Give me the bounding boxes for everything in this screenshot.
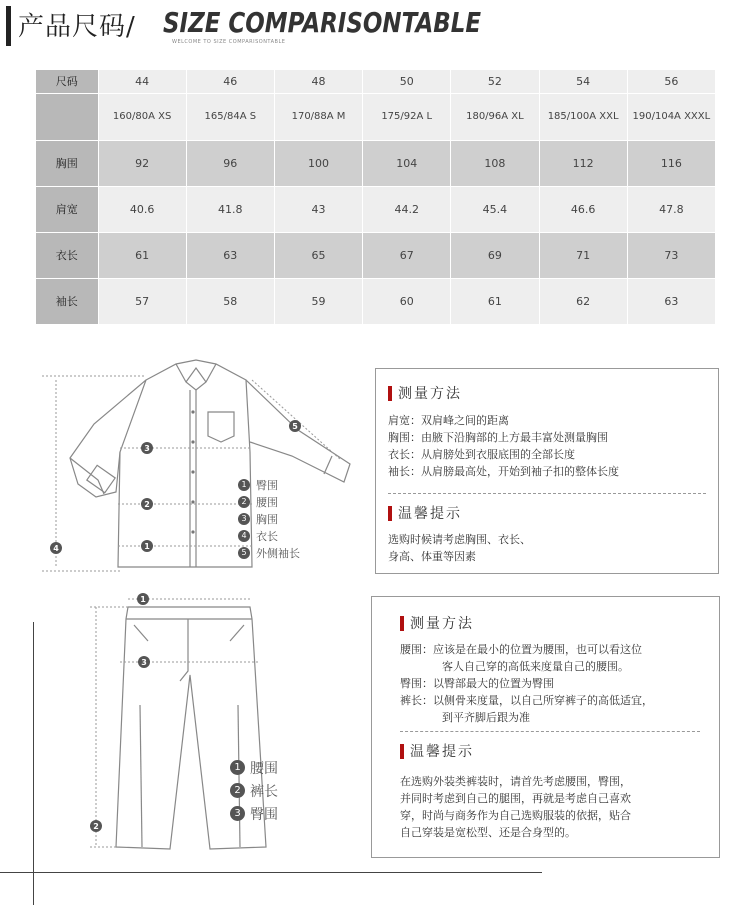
title-accent xyxy=(400,616,404,631)
legend-item xyxy=(238,493,300,510)
table-cell: 56 xyxy=(627,70,715,93)
table-cell: 112 xyxy=(539,140,627,186)
legend-label: 衣长 xyxy=(256,529,278,543)
legend-item xyxy=(230,802,278,825)
table-cell: 47.8 xyxy=(627,186,715,232)
legend-number: 1 xyxy=(230,760,245,775)
pants-marker-2 xyxy=(90,820,102,832)
svg-text:3: 3 xyxy=(141,658,147,667)
table-cell: 62 xyxy=(539,278,627,324)
table-row-size xyxy=(36,70,716,93)
measure-title-text: 测量方法 xyxy=(398,386,462,402)
table-cell: 170/88A M xyxy=(274,93,362,140)
row-header-size: 尺码 xyxy=(36,70,98,93)
legend-item xyxy=(230,779,278,802)
shirt-legend xyxy=(238,476,300,561)
tips-line: 穿，时尚与商务作为自己选购服装的依据，贴合 xyxy=(400,809,631,822)
table-row-model xyxy=(36,93,716,140)
table-cell: 190/104A XXXL xyxy=(627,93,715,140)
table-cell: 60 xyxy=(363,278,451,324)
divider xyxy=(388,493,706,494)
page-subtitle: WELCOME TO SIZE COMPARISONTABLE xyxy=(172,39,286,45)
table-cell: 92 xyxy=(98,140,186,186)
table-cell: 57 xyxy=(98,278,186,324)
table-cell: 45.4 xyxy=(451,186,539,232)
table-cell: 41.8 xyxy=(186,186,274,232)
shirt-info-box xyxy=(375,368,719,574)
table-cell: 71 xyxy=(539,232,627,278)
legend-number: 1 xyxy=(238,479,250,491)
measure-title-text: 测量方法 xyxy=(410,616,474,632)
measure-title xyxy=(400,613,474,633)
measure-line: 衣长：从肩膀处到衣服底围的全部长度 xyxy=(388,448,575,461)
tips-title-text: 温馨提示 xyxy=(410,744,474,760)
pants-drawing xyxy=(30,585,360,905)
shirt-marker-5 xyxy=(289,420,301,432)
table-row-chest xyxy=(36,140,716,186)
decorative-horizontal-rule xyxy=(0,872,542,873)
size-table xyxy=(36,70,716,325)
shirt-marker-3 xyxy=(141,442,153,454)
table-cell: 160/80A XS xyxy=(98,93,186,140)
table-cell: 104 xyxy=(363,140,451,186)
title-accent xyxy=(400,744,404,759)
table-cell: 46 xyxy=(186,70,274,93)
pants-diagram xyxy=(30,585,360,905)
shirt-marker-1 xyxy=(141,540,153,552)
legend-number: 3 xyxy=(238,513,250,525)
table-cell: 61 xyxy=(451,278,539,324)
measure-line: 裤长：以侧骨来度量，以自己所穿裤子的高低适宜， xyxy=(400,694,653,707)
table-cell: 43 xyxy=(274,186,362,232)
measure-line: 客人自己穿的高低来度量自己的腰围。 xyxy=(442,660,629,673)
row-header-chest: 胸围 xyxy=(36,140,98,186)
table-cell: 59 xyxy=(274,278,362,324)
pants-info-box xyxy=(371,596,720,858)
legend-label: 臀围 xyxy=(256,478,278,492)
table-cell: 46.6 xyxy=(539,186,627,232)
tips-title xyxy=(400,741,474,761)
measure-line: 袖长：从肩膀最高处，开始到袖子扣的整体长度 xyxy=(388,465,619,478)
page-title-en: SIZE COMPARISONTABLE xyxy=(163,6,482,39)
legend-number: 4 xyxy=(238,530,250,542)
legend-item xyxy=(238,544,300,561)
svg-text:1: 1 xyxy=(140,595,146,604)
legend-label: 裤长 xyxy=(250,783,278,800)
table-cell: 175/92A L xyxy=(363,93,451,140)
tips-title xyxy=(388,503,462,523)
table-cell: 165/84A S xyxy=(186,93,274,140)
svg-text:3: 3 xyxy=(144,444,150,453)
table-cell: 52 xyxy=(451,70,539,93)
table-cell: 48 xyxy=(274,70,362,93)
row-header-length: 衣长 xyxy=(36,232,98,278)
table-cell: 69 xyxy=(451,232,539,278)
table-row-shoulder xyxy=(36,186,716,232)
table-cell: 63 xyxy=(186,232,274,278)
svg-text:5: 5 xyxy=(292,422,298,431)
measure-line: 臀围：以臀部最大的位置为臀围 xyxy=(400,677,554,690)
pants-legend xyxy=(230,756,278,825)
table-cell: 54 xyxy=(539,70,627,93)
legend-number: 2 xyxy=(230,783,245,798)
shirt-marker-2 xyxy=(141,498,153,510)
pants-marker-1 xyxy=(137,593,149,605)
decorative-vertical-rule xyxy=(33,622,34,905)
shirt-diagram xyxy=(36,352,366,582)
tips-line: 自己穿装是宽松型、还是合身型的。 xyxy=(400,826,576,839)
divider xyxy=(400,731,700,732)
header-accent-bar xyxy=(6,6,11,46)
tips-line: 在选购外装类裤装时，请首先考虑腰围，臀围， xyxy=(400,775,631,788)
legend-item xyxy=(238,476,300,493)
table-cell: 185/100A XXL xyxy=(539,93,627,140)
table-cell: 73 xyxy=(627,232,715,278)
svg-text:1: 1 xyxy=(144,542,150,551)
svg-text:2: 2 xyxy=(93,822,99,831)
row-header-shoulder: 肩宽 xyxy=(36,186,98,232)
table-row-sleeve xyxy=(36,278,716,324)
title-accent xyxy=(388,386,392,401)
table-cell: 96 xyxy=(186,140,274,186)
row-header-model xyxy=(36,93,98,140)
table-cell: 180/96A XL xyxy=(451,93,539,140)
table-cell: 100 xyxy=(274,140,362,186)
table-cell: 116 xyxy=(627,140,715,186)
table-cell: 61 xyxy=(98,232,186,278)
measure-line: 腰围：应该是在最小的位置为腰围，也可以看这位 xyxy=(400,643,642,656)
table-cell: 50 xyxy=(363,70,451,93)
title-accent xyxy=(388,506,392,521)
measure-line: 肩宽：双肩峰之间的距离 xyxy=(388,414,509,427)
measure-line: 到平齐脚后跟为准 xyxy=(442,711,530,724)
table-cell: 40.6 xyxy=(98,186,186,232)
legend-item xyxy=(238,527,300,544)
table-cell: 44 xyxy=(98,70,186,93)
tips-title-text: 温馨提示 xyxy=(398,506,462,522)
svg-text:4: 4 xyxy=(53,544,59,553)
legend-item xyxy=(230,756,278,779)
svg-text:2: 2 xyxy=(144,500,150,509)
legend-label: 外侧袖长 xyxy=(256,546,300,560)
shirt-drawing xyxy=(36,352,366,582)
table-cell: 58 xyxy=(186,278,274,324)
measure-line: 胸围：由腋下沿胸部的上方最丰富处测量胸围 xyxy=(388,431,608,444)
table-row-length xyxy=(36,232,716,278)
legend-label: 胸围 xyxy=(256,512,278,526)
page-title-cn: 产品尺码/ xyxy=(18,12,136,42)
legend-label: 臀围 xyxy=(250,806,278,823)
legend-item xyxy=(238,510,300,527)
table-cell: 44.2 xyxy=(363,186,451,232)
table-cell: 65 xyxy=(274,232,362,278)
legend-number: 3 xyxy=(230,806,245,821)
legend-number: 5 xyxy=(238,547,250,559)
table-cell: 67 xyxy=(363,232,451,278)
pants-marker-3 xyxy=(138,656,150,668)
shirt-marker-4 xyxy=(50,542,62,554)
measure-title xyxy=(388,383,462,403)
table-cell: 63 xyxy=(627,278,715,324)
tips-line: 并同时考虑到自己的腿围，再就是考虑自己喜欢 xyxy=(400,792,631,805)
tips-line: 选购时候请考虑胸围、衣长、 xyxy=(388,533,531,546)
table-cell: 108 xyxy=(451,140,539,186)
tips-line: 身高、体重等因素 xyxy=(388,550,476,563)
page-header xyxy=(0,0,740,55)
legend-label: 腰围 xyxy=(256,495,278,509)
row-header-sleeve: 袖长 xyxy=(36,278,98,324)
legend-label: 腰围 xyxy=(250,760,278,777)
legend-number: 2 xyxy=(238,496,250,508)
